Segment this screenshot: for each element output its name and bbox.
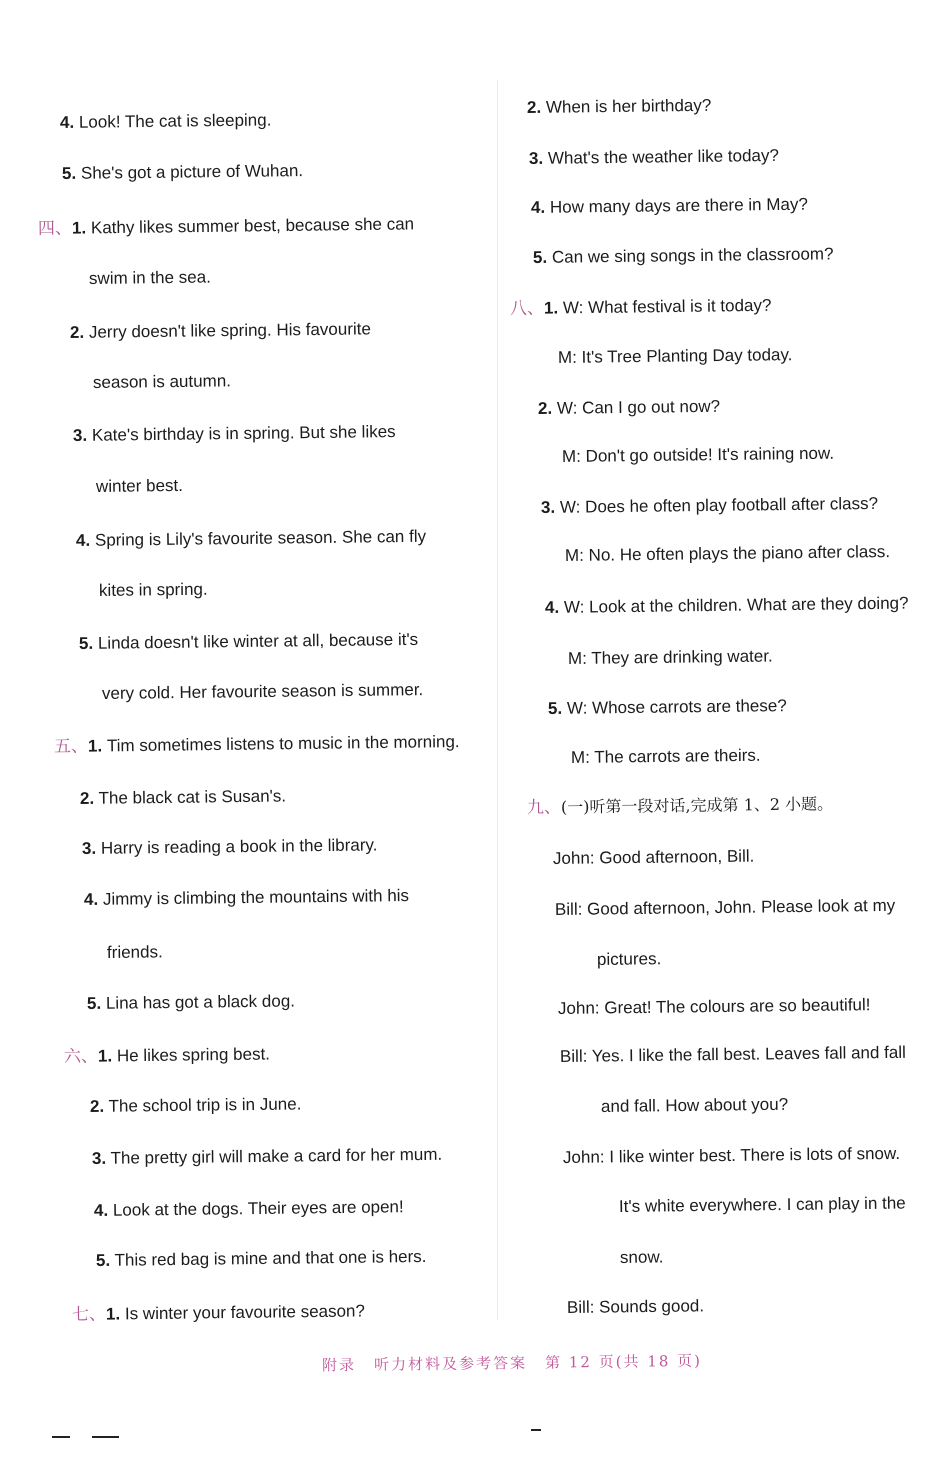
scan-mark xyxy=(531,1429,541,1431)
answer-line: 4. Jimmy is climbing the mountains with his xyxy=(83,886,410,909)
section-nine-line: 九、(一)听第一段对话,完成第 1、2 小题。 xyxy=(526,794,834,817)
dialog-line: M: It's Tree Planting Day today. xyxy=(557,345,793,367)
answer-line: season is autumn. xyxy=(92,371,232,392)
answer-line: 2. When is her birthday? xyxy=(526,95,712,117)
dialog-line: John: Great! The colours are so beautiful! xyxy=(557,995,871,1018)
answer-line: 5. This red bag is mine and that one is hers. xyxy=(95,1246,427,1270)
scan-mark xyxy=(52,1436,70,1438)
section-marker: 八、 xyxy=(509,298,545,318)
dialog-line: pictures. xyxy=(596,949,662,969)
page-footer xyxy=(322,1350,720,1376)
section-four-line: 四、1. Kathy likes summer best, because she can xyxy=(37,214,415,238)
answer-line: swim in the sea. xyxy=(88,267,211,288)
answer-line: kites in spring. xyxy=(98,579,208,600)
dialog-line: M: The carrots are theirs. xyxy=(570,745,761,767)
dialog-line: Bill: Good afternoon, John. Please look at my xyxy=(554,895,896,919)
answer-line: 2. Jerry doesn't like spring. His favourite xyxy=(69,319,371,342)
section-five-line: 五、1. Tim sometimes listens to music in the morning. xyxy=(53,732,460,756)
answer-line: 4. Look! The cat is sleeping. xyxy=(59,110,272,132)
answer-line: 2. W: Can I go out now? xyxy=(537,396,721,418)
dialog-line: and fall. How about you? xyxy=(600,1094,789,1116)
answer-line: very cold. Her favourite season is summer. xyxy=(101,680,424,703)
dialog-line: M: No. He often plays the piano after class. xyxy=(564,542,891,565)
section-marker: 四、 xyxy=(37,218,73,238)
answer-line: winter best. xyxy=(95,475,184,496)
section-eight-line: 八、1. W: What festival is it today? xyxy=(509,295,772,318)
section-marker: 九、 xyxy=(526,797,562,817)
scan-mark xyxy=(92,1436,119,1438)
answer-line: 2. The school trip is in June. xyxy=(89,1094,302,1116)
answer-line: 5. Lina has got a black dog. xyxy=(86,991,296,1013)
answer-line: 4. How many days are there in May? xyxy=(530,194,808,217)
answer-line: 5. Linda doesn't like winter at all, because it's xyxy=(78,629,419,653)
dialog-line: It's white everywhere. I can play in the xyxy=(618,1193,906,1216)
answer-line: 5. Can we sing songs in the classroom? xyxy=(532,244,834,267)
page-number: 第 12 页(共 18 页) xyxy=(544,1351,703,1372)
dialog-line: Bill: Sounds good. xyxy=(566,1296,705,1317)
answer-line: 4. Look at the dogs. Their eyes are open! xyxy=(93,1197,404,1220)
column-divider xyxy=(497,80,498,1320)
answer-line: 3. Harry is reading a book in the library. xyxy=(81,835,378,858)
dialog-line: M: They are drinking water. xyxy=(567,646,773,668)
answer-line: 4. Spring is Lily's favourite season. She can fly xyxy=(75,526,427,550)
answer-line: 5. W: Whose carrots are these? xyxy=(547,696,787,718)
answer-line: 3. W: Does he often play football after class? xyxy=(540,493,879,517)
answer-line: 4. W: Look at the children. What are they doing? xyxy=(544,593,909,617)
dialog-line: John: Good afternoon, Bill. xyxy=(552,846,755,868)
answer-line: 2. The black cat is Susan's. xyxy=(79,786,287,808)
answer-line: friends. xyxy=(106,942,163,962)
answer-line: 3. Kate's birthday is in spring. But she likes xyxy=(72,422,396,445)
answer-line: 3. What's the weather like today? xyxy=(528,145,779,168)
dialog-line: Bill: Yes. I like the fall best. Leaves fall and fall xyxy=(559,1042,906,1066)
section-six-line: 六、1. He likes spring best. xyxy=(63,1044,271,1066)
answer-line: 5. She's got a picture of Wuhan. xyxy=(61,161,304,183)
section-seven-line: 七、1. Is winter your favourite season? xyxy=(71,1301,366,1324)
dialog-line: John: I like winter best. There is lots of snow. xyxy=(562,1143,901,1167)
section-marker: 五、 xyxy=(53,736,89,756)
dialog-line: M: Don't go outside! It's raining now. xyxy=(561,443,835,466)
section-marker: 七、 xyxy=(71,1304,107,1324)
footer-title: 听力材料及参考答案 xyxy=(373,1353,528,1374)
answer-line: 3. The pretty girl will make a card for her mum. xyxy=(91,1144,443,1168)
dialog-line: snow. xyxy=(619,1247,664,1267)
section-marker: 六、 xyxy=(63,1046,99,1066)
footer-appendix: 附录 xyxy=(321,1356,357,1375)
